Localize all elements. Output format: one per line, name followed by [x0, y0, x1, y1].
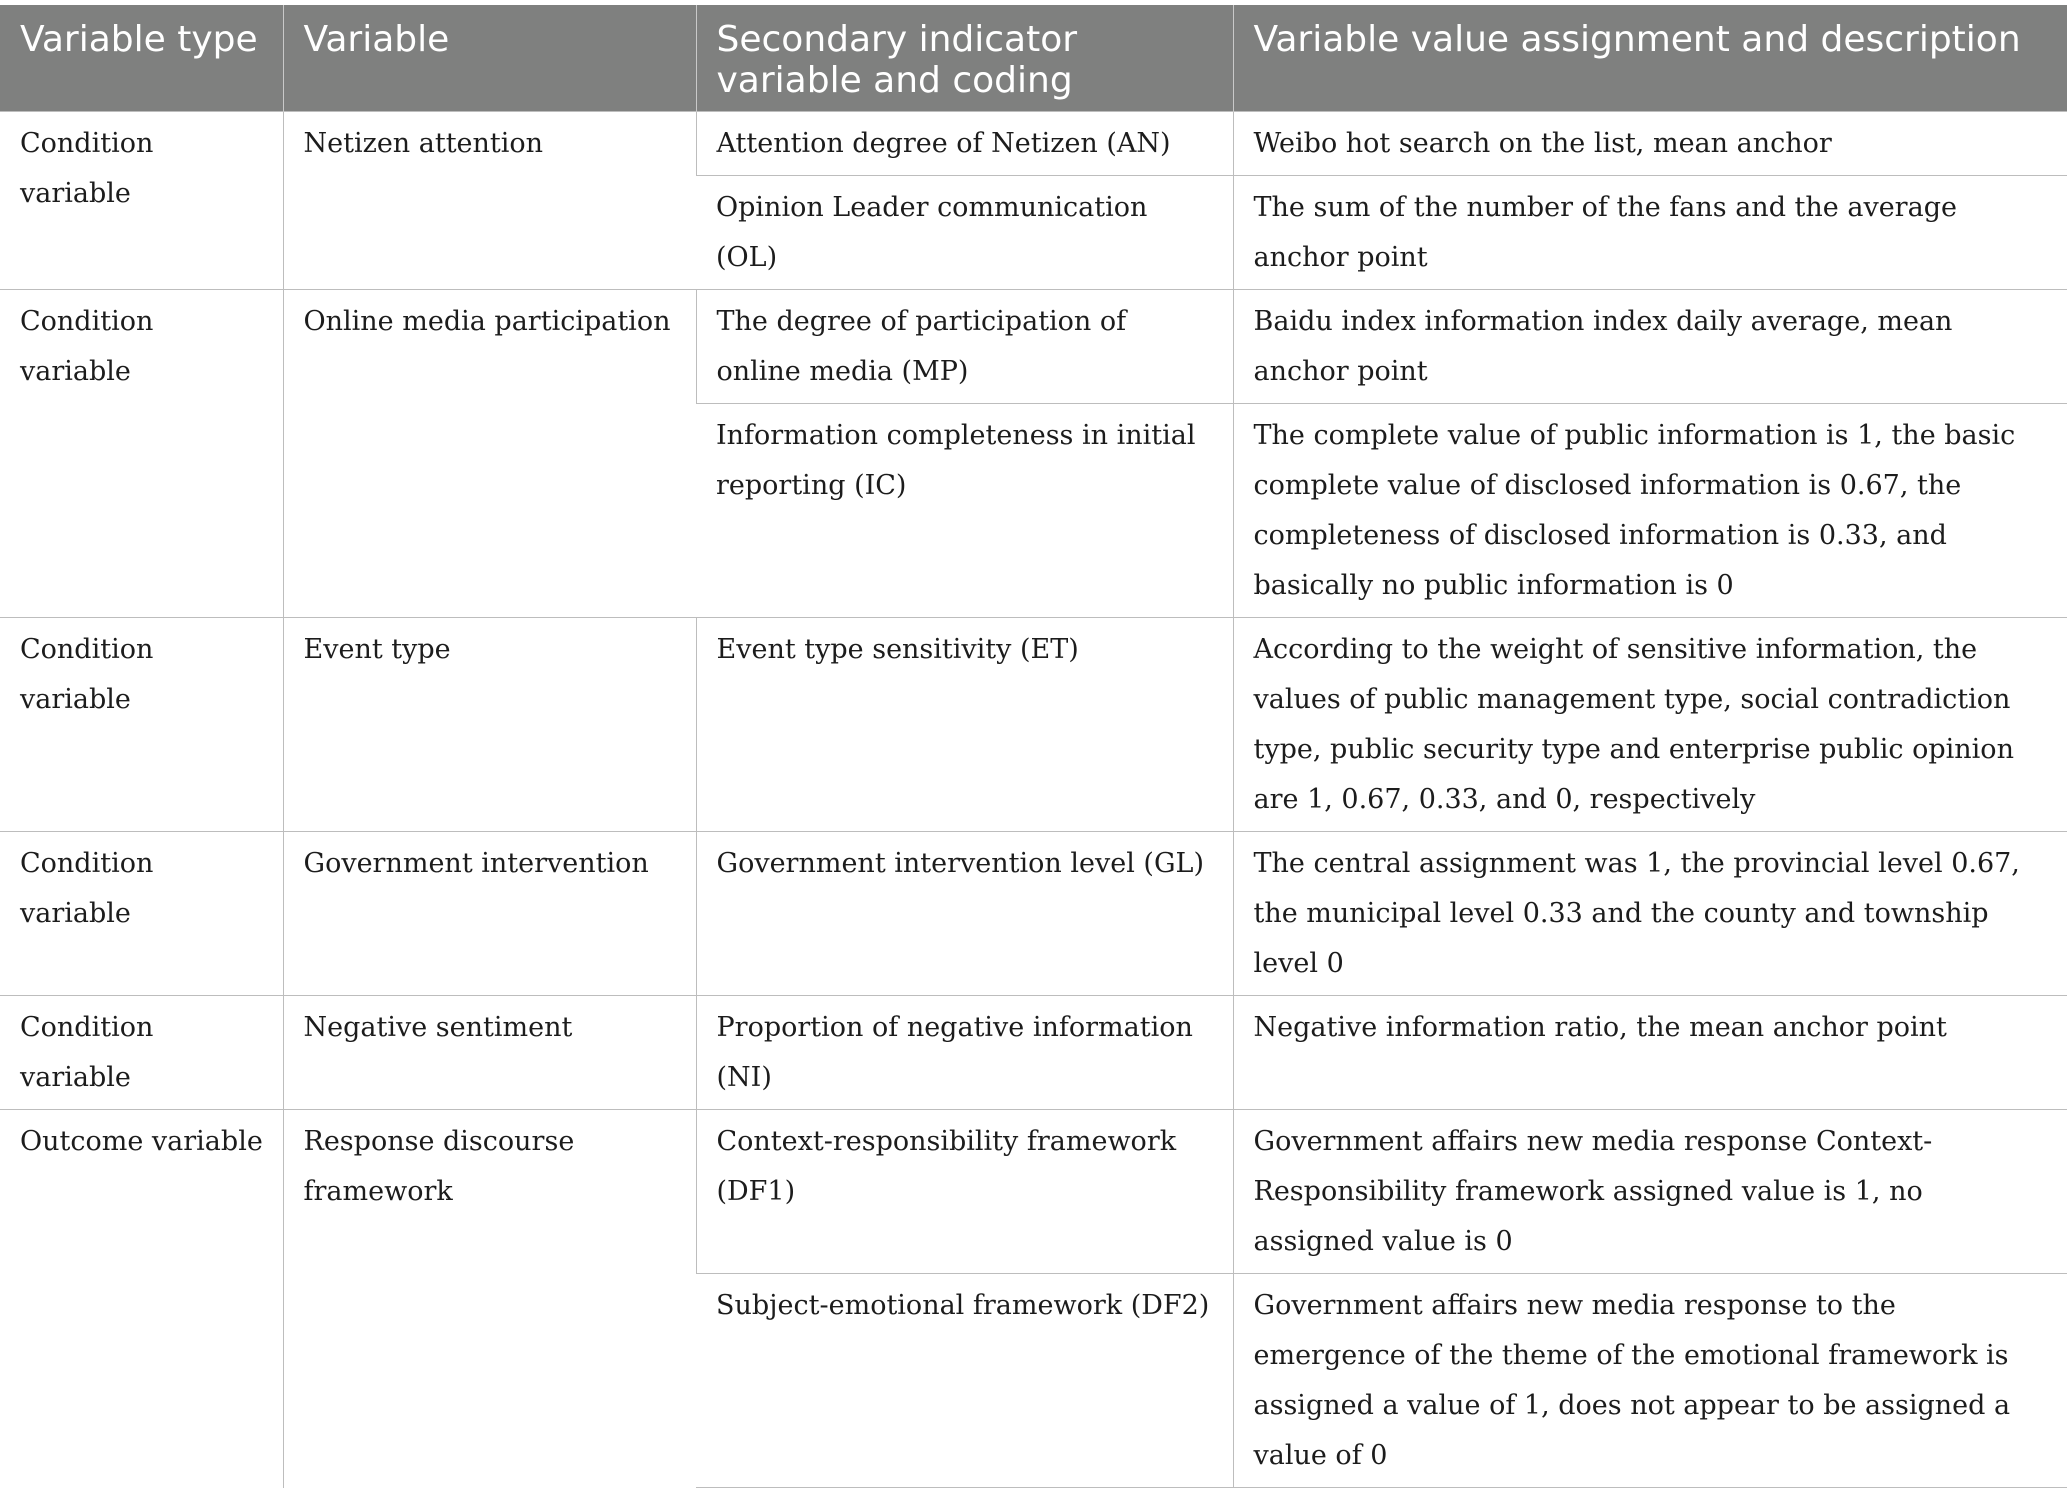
table-body [0, 112, 2067, 1488]
variable-cell: Online media participation [283, 290, 696, 618]
variable-cell: Event type [283, 618, 696, 832]
variable-cell: Negative sentiment [283, 996, 696, 1110]
variable-type-cell: Condition variable [0, 618, 283, 832]
header-variable: Variable [283, 5, 696, 112]
description-cell: Weibo hot search on the list, mean anchor [1233, 112, 2067, 176]
header-variable-type: Variable type [0, 5, 283, 112]
description-cell: The central assignment was 1, the provincial level 0.67, the municipal level 0.33 and the county and township level 0 [1233, 832, 2067, 996]
table-row [0, 996, 2067, 1110]
variable-type-cell: Condition variable [0, 996, 283, 1110]
indicator-cell: Context-responsibility framework (DF1) [696, 1110, 1233, 1274]
table-row [0, 112, 2067, 176]
indicator-cell: Proportion of negative information (NI) [696, 996, 1233, 1110]
variable-type-cell: Condition variable [0, 832, 283, 996]
description-cell: Government affairs new media response Context-Responsibility framework assigned value is 1, no assigned value is 0 [1233, 1110, 2067, 1274]
variable-table [0, 5, 2067, 1488]
variable-table-container [0, 5, 2067, 1488]
indicator-cell: Government intervention level (GL) [696, 832, 1233, 996]
indicator-cell: Subject-emotional framework (DF2) [696, 1274, 1233, 1488]
indicator-cell: The degree of participation of online media (MP) [696, 290, 1233, 404]
table-row [0, 1110, 2067, 1274]
description-cell: The complete value of public information is 1, the basic complete value of disclosed information is 0.67, the completeness of disclosed information is 0.33, and basically no public information is 0 [1233, 404, 2067, 618]
variable-type-cell: Outcome variable [0, 1110, 283, 1488]
variable-type-cell: Condition variable [0, 112, 283, 290]
description-cell: According to the weight of sensitive information, the values of public management type, social contradiction type, public security type and enterprise public opinion are 1, 0.67, 0.33, and 0, respectively [1233, 618, 2067, 832]
indicator-cell: Event type sensitivity (ET) [696, 618, 1233, 832]
variable-cell: Response discourse framework [283, 1110, 696, 1488]
indicator-cell: Opinion Leader communication (OL) [696, 176, 1233, 290]
table-header [0, 5, 2067, 112]
description-cell: Government affairs new media response to the emergence of the theme of the emotional framework is assigned a value of 1, does not appear to be assigned a value of 0 [1233, 1274, 2067, 1488]
description-cell: Negative information ratio, the mean anchor point [1233, 996, 2067, 1110]
variable-type-cell: Condition variable [0, 290, 283, 618]
description-cell: Baidu index information index daily average, mean anchor point [1233, 290, 2067, 404]
table-row [0, 290, 2067, 404]
table-row [0, 618, 2067, 832]
variable-cell: Netizen attention [283, 112, 696, 290]
header-row [0, 5, 2067, 112]
variable-cell: Government intervention [283, 832, 696, 996]
description-cell: The sum of the number of the fans and the average anchor point [1233, 176, 2067, 290]
indicator-cell: Information completeness in initial reporting (IC) [696, 404, 1233, 618]
header-value-assignment: Variable value assignment and description [1233, 5, 2067, 112]
table-row [0, 832, 2067, 996]
header-secondary-indicator: Secondary indicator variable and coding [696, 5, 1233, 112]
indicator-cell: Attention degree of Netizen (AN) [696, 112, 1233, 176]
